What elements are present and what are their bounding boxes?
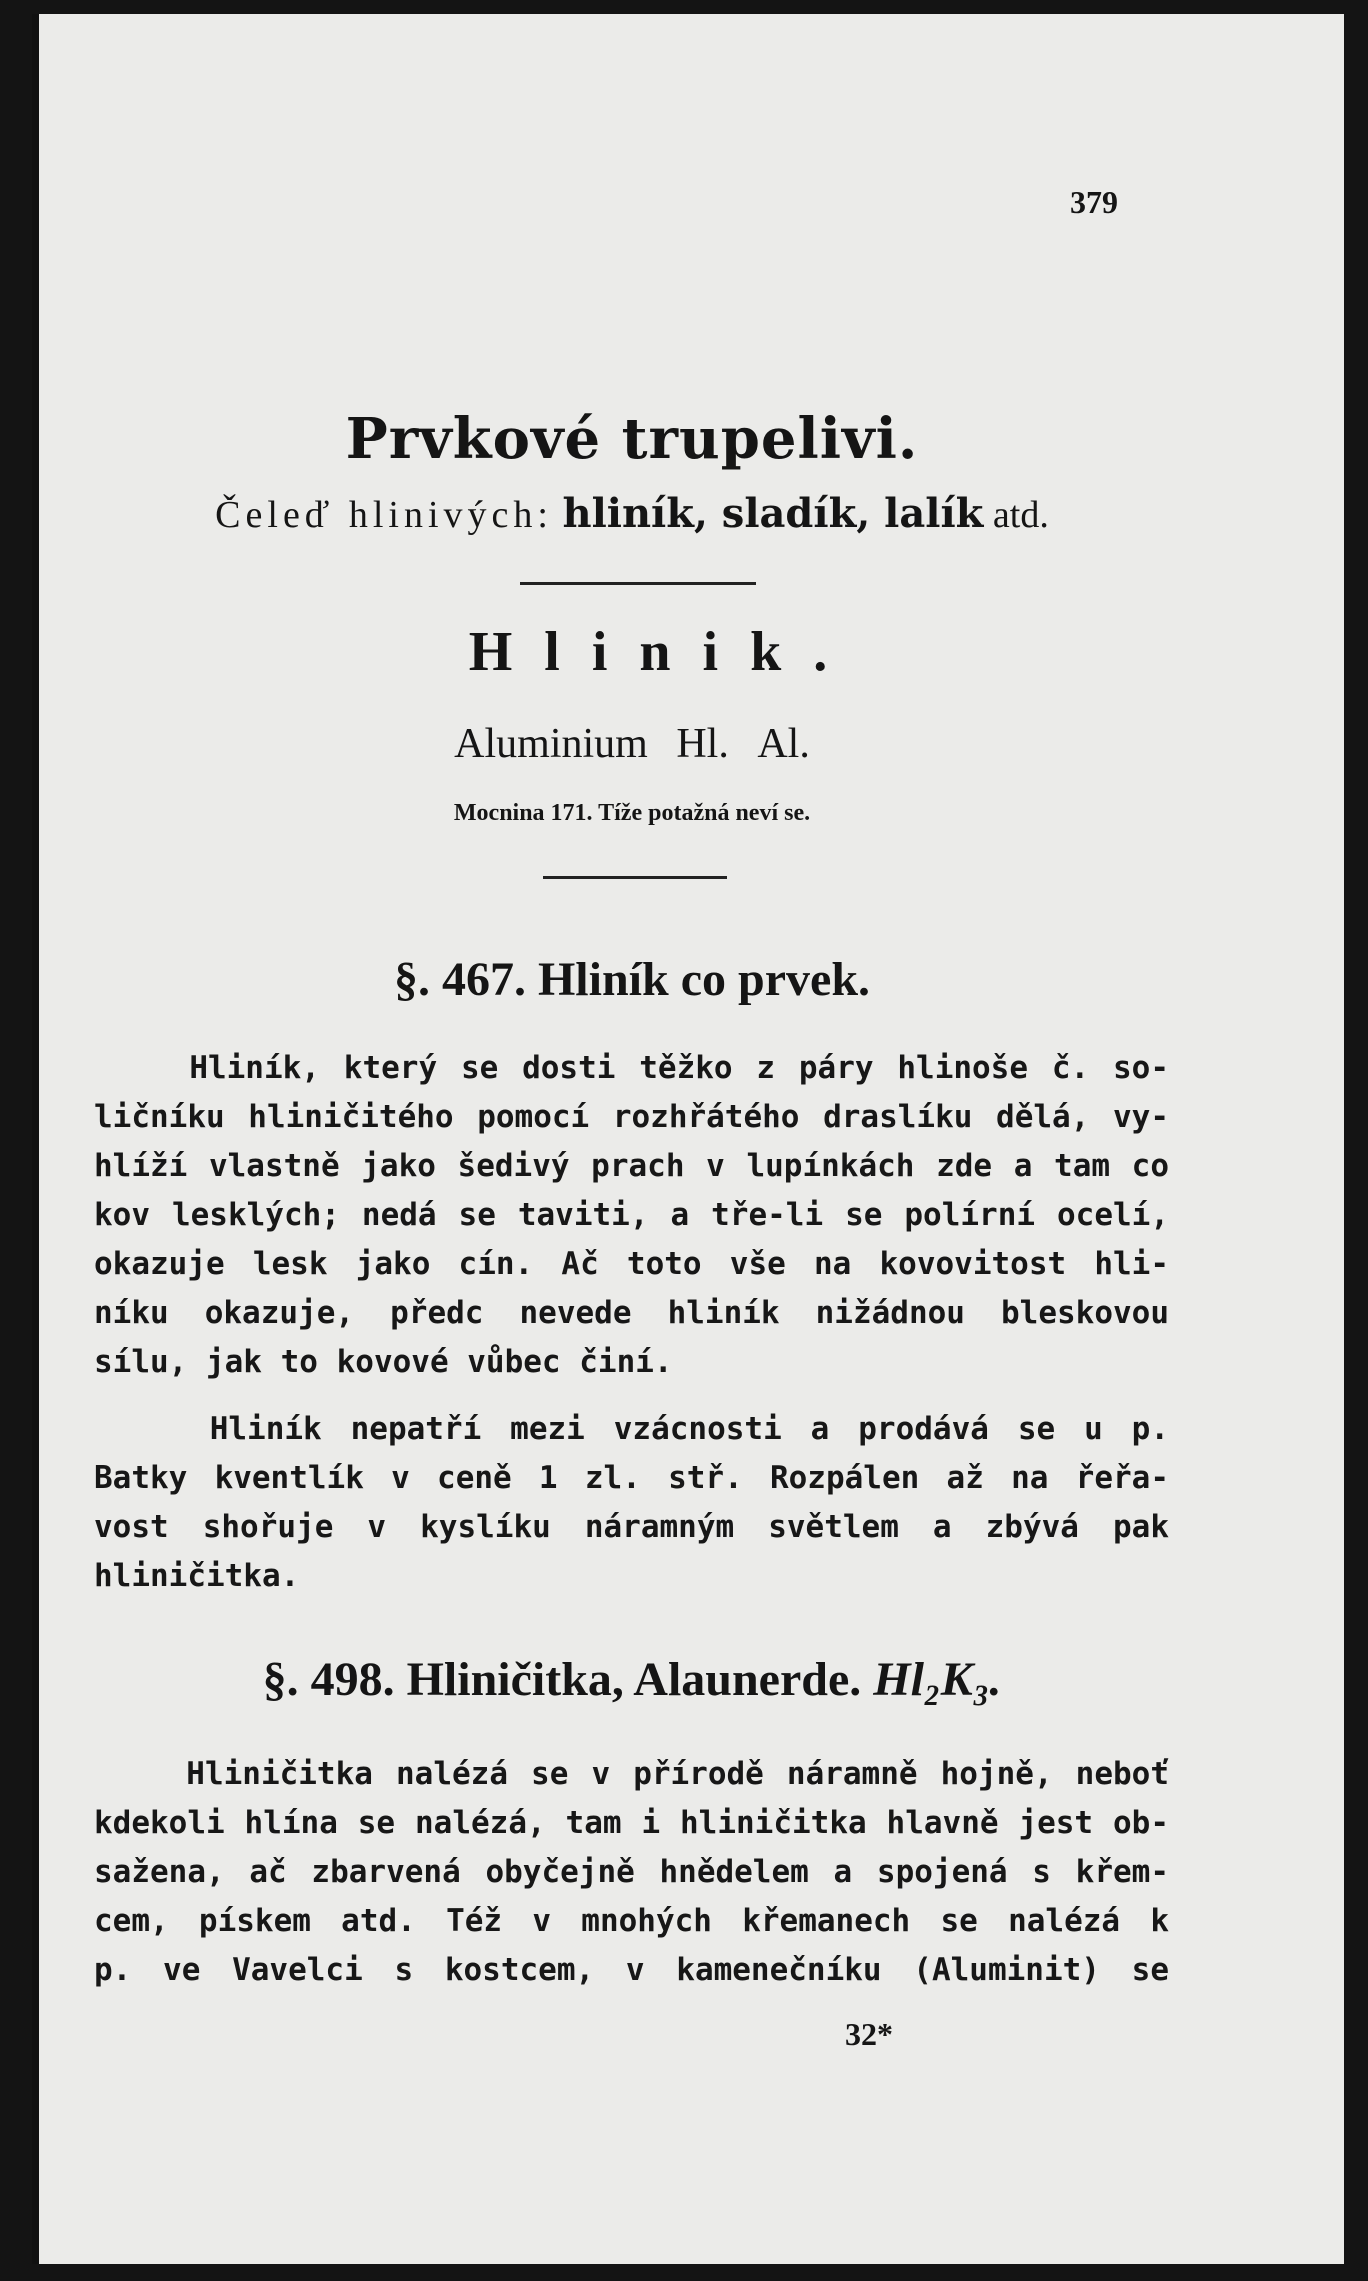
page-edge: [32, 14, 39, 2264]
text-line: cem, pískem atd. Též v mnohých křemanech se nalézá k: [94, 1903, 1169, 1939]
paragraph: [94, 1405, 1169, 1601]
divider: [543, 876, 727, 879]
book-page: [32, 14, 1344, 2264]
text-line: ličníku hliničitého pomocí rozhřátého draslíku dělá, vy-: [94, 1099, 1169, 1135]
section-heading: §. 467. Hliník co prvek.: [393, 953, 871, 1006]
text-line: Hliničitka nalézá se v přírodě náramně hojně, neboť: [94, 1756, 1169, 1792]
element-info: Mocnina 171. Tíže potažná neví se.: [453, 800, 811, 826]
text-line: p. ve Vavelci s kostcem, v kamenečníku (Aluminit) se: [94, 1952, 1169, 1988]
text-line: Hliník nepatří mezi vzácnosti a prodává se u p.: [94, 1411, 1169, 1447]
text-line: kov lesklých; nedá se taviti, a tře-li se polírní ocelí,: [94, 1197, 1169, 1233]
section-heading-text: §. 498. Hliničitka, Alaunerde.: [262, 1653, 862, 1706]
chemical-formula: Hl₂K₃.: [873, 1653, 1002, 1706]
text-line: níku okazuje, předc nevede hliník nižádnou bleskovou: [94, 1295, 1169, 1331]
paragraph: [94, 1044, 1169, 1387]
text-line: okazuje lesk jako cín. Ač toto vše na kovovitost hli-: [94, 1246, 1169, 1282]
text-line: Hliník, který se dosti těžko z páry hlinoše č. so-: [94, 1050, 1169, 1086]
element-symbol-2: Al.: [757, 721, 810, 767]
page-number: 379: [1070, 184, 1118, 220]
text-line: kdekoli hlína se nalézá, tam i hliničitka hlavně jest ob-: [94, 1805, 1169, 1841]
text-line: vost shořuje v kyslíku náramným světlem a zbývá pak: [94, 1509, 1169, 1545]
subtitle-names: hliník, sladík, lalík: [562, 490, 984, 537]
text-line: hlíží vlastně jako šedivý prach v lupínkách zde a tam co: [94, 1148, 1169, 1184]
text-line: Batky kventlík v ceně 1 zl. stř. Rozpálen až na řeřa-: [94, 1460, 1169, 1496]
section-heading: [32, 1652, 1232, 1707]
element-symbol-1: Hl.: [676, 721, 729, 767]
text-line: sažena, ač zbarvená obyčejně hnědelem a spojená s křem-: [94, 1854, 1169, 1890]
divider: [520, 582, 756, 585]
text-line: sílu, jak to kovové vůbec činí.: [94, 1344, 673, 1380]
element-name: Hlinik.: [468, 621, 860, 683]
subtitle-label: Čeleď hlinivých:: [215, 494, 553, 536]
element-symbols: [32, 720, 1232, 768]
text-line: hliničitka.: [94, 1558, 300, 1594]
paragraph: [94, 1750, 1169, 1995]
subtitle-tail: atd.: [992, 494, 1049, 536]
printer-signature: 32*: [845, 2016, 893, 2052]
chapter-title: Prvkové trupelivi.: [345, 406, 919, 472]
element-latin: Aluminium: [454, 721, 648, 767]
chapter-subtitle: [32, 490, 1232, 537]
